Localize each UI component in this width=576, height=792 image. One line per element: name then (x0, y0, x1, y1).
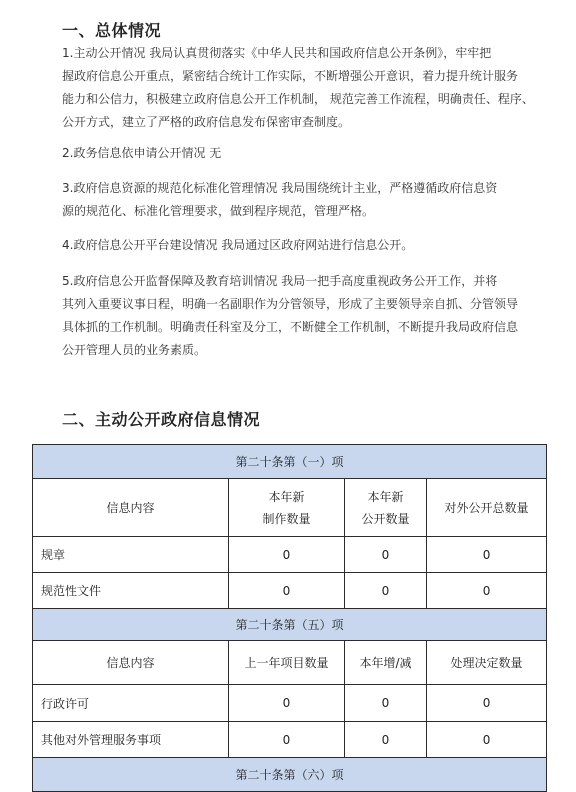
table-band-row (33, 445, 547, 479)
paragraph-active-disclosure (62, 42, 552, 134)
text-line: 3.政府信息资源的规范化标准化管理情况 我局围绕统计主业，严格遵循政府信息资 (62, 181, 498, 195)
value-cell: 0 (229, 722, 345, 758)
text-line: 4.政府信息公开平台建设情况 我局通过区政府网站进行信息公开。 (62, 238, 414, 252)
table-row (33, 573, 547, 609)
text-line: 1.主动公开情况 我局认真贯彻落实《中华人民共和国政府信息公开条例》，牢牢把 (62, 46, 492, 60)
table-row (33, 685, 547, 722)
header-line: 本年新 (268, 489, 305, 504)
text-line: 能力和公信力，积极建立政府信息公开工作机制， 规范完善工作流程，明确责任、程序、 (62, 92, 534, 106)
value-cell: 0 (345, 722, 427, 758)
header-line: 制作数量 (262, 511, 311, 526)
section-heading-active-disclosure: 二、主动公开政府信息情况 (62, 410, 261, 429)
paragraph-standardization (62, 177, 552, 223)
paragraph-supervision (62, 270, 552, 362)
band-label: 第二十条第（一）项 (33, 445, 547, 479)
text-line: 其列入重要议事日程，明确一名副职作为分管领导，形成了主要领导亲自抓、分管领导 (62, 297, 519, 311)
header-cell: 处理决定数量 (427, 641, 547, 685)
value-cell: 0 (229, 537, 345, 573)
table-row (33, 537, 547, 573)
header-cell: 本年增/减 (345, 641, 427, 685)
row-label: 规章 (33, 537, 229, 573)
text-line: 握政府信息公开重点，紧密结合统计工作实际，不断增强公开意识，着力提升统计服务 (62, 69, 519, 83)
table-row (33, 722, 547, 758)
header-line: 本年新 (367, 489, 404, 504)
value-cell: 0 (229, 685, 345, 722)
value-cell: 0 (345, 573, 427, 609)
text-line: 公开管理人员的业务素质。 (62, 343, 207, 357)
value-cell: 0 (345, 685, 427, 722)
table-band-row (33, 609, 547, 641)
header-cell (345, 479, 427, 537)
section-heading-overview: 一、总体情况 (62, 21, 162, 40)
header-cell: 上一年项目数量 (229, 641, 345, 685)
value-cell: 0 (229, 573, 345, 609)
value-cell: 0 (427, 685, 547, 722)
row-label: 行政许可 (33, 685, 229, 722)
text-line: 源的规范化、标准化管理要求，做到程序规范，管理严格。 (62, 204, 375, 218)
text-line: 5.政府信息公开监督保障及教育培训情况 我局一把手高度重视政务公开工作，并将 (62, 274, 498, 288)
row-label: 其他对外管理服务事项 (33, 722, 229, 758)
value-cell: 0 (427, 537, 547, 573)
band-label: 第二十条第（六）项 (33, 758, 547, 792)
value-cell: 0 (427, 722, 547, 758)
header-cell: 信息内容 (33, 641, 229, 685)
text-line: 2.政务信息依申请公开情况 无 (62, 146, 222, 160)
row-label: 规范性文件 (33, 573, 229, 609)
value-cell: 0 (345, 537, 427, 573)
band-label: 第二十条第（五）项 (33, 609, 547, 641)
paragraph-platform (62, 234, 552, 257)
value-cell: 0 (427, 573, 547, 609)
disclosure-table (32, 444, 547, 792)
header-cell (229, 479, 345, 537)
header-cell: 信息内容 (33, 479, 229, 537)
text-line: 具体抓的工作机制。明确责任科室及分工，不断健全工作机制，不断提升我局政府信息 (62, 320, 519, 334)
table-band-row (33, 758, 547, 792)
table-header-row (33, 641, 547, 685)
paragraph-application-disclosure (62, 142, 552, 165)
header-line: 公开数量 (361, 511, 410, 526)
header-cell: 对外公开总数量 (427, 479, 547, 537)
table-header-row (33, 479, 547, 537)
text-line: 公开方式，建立了严格的政府信息发布保密审查制度。 (62, 115, 351, 129)
